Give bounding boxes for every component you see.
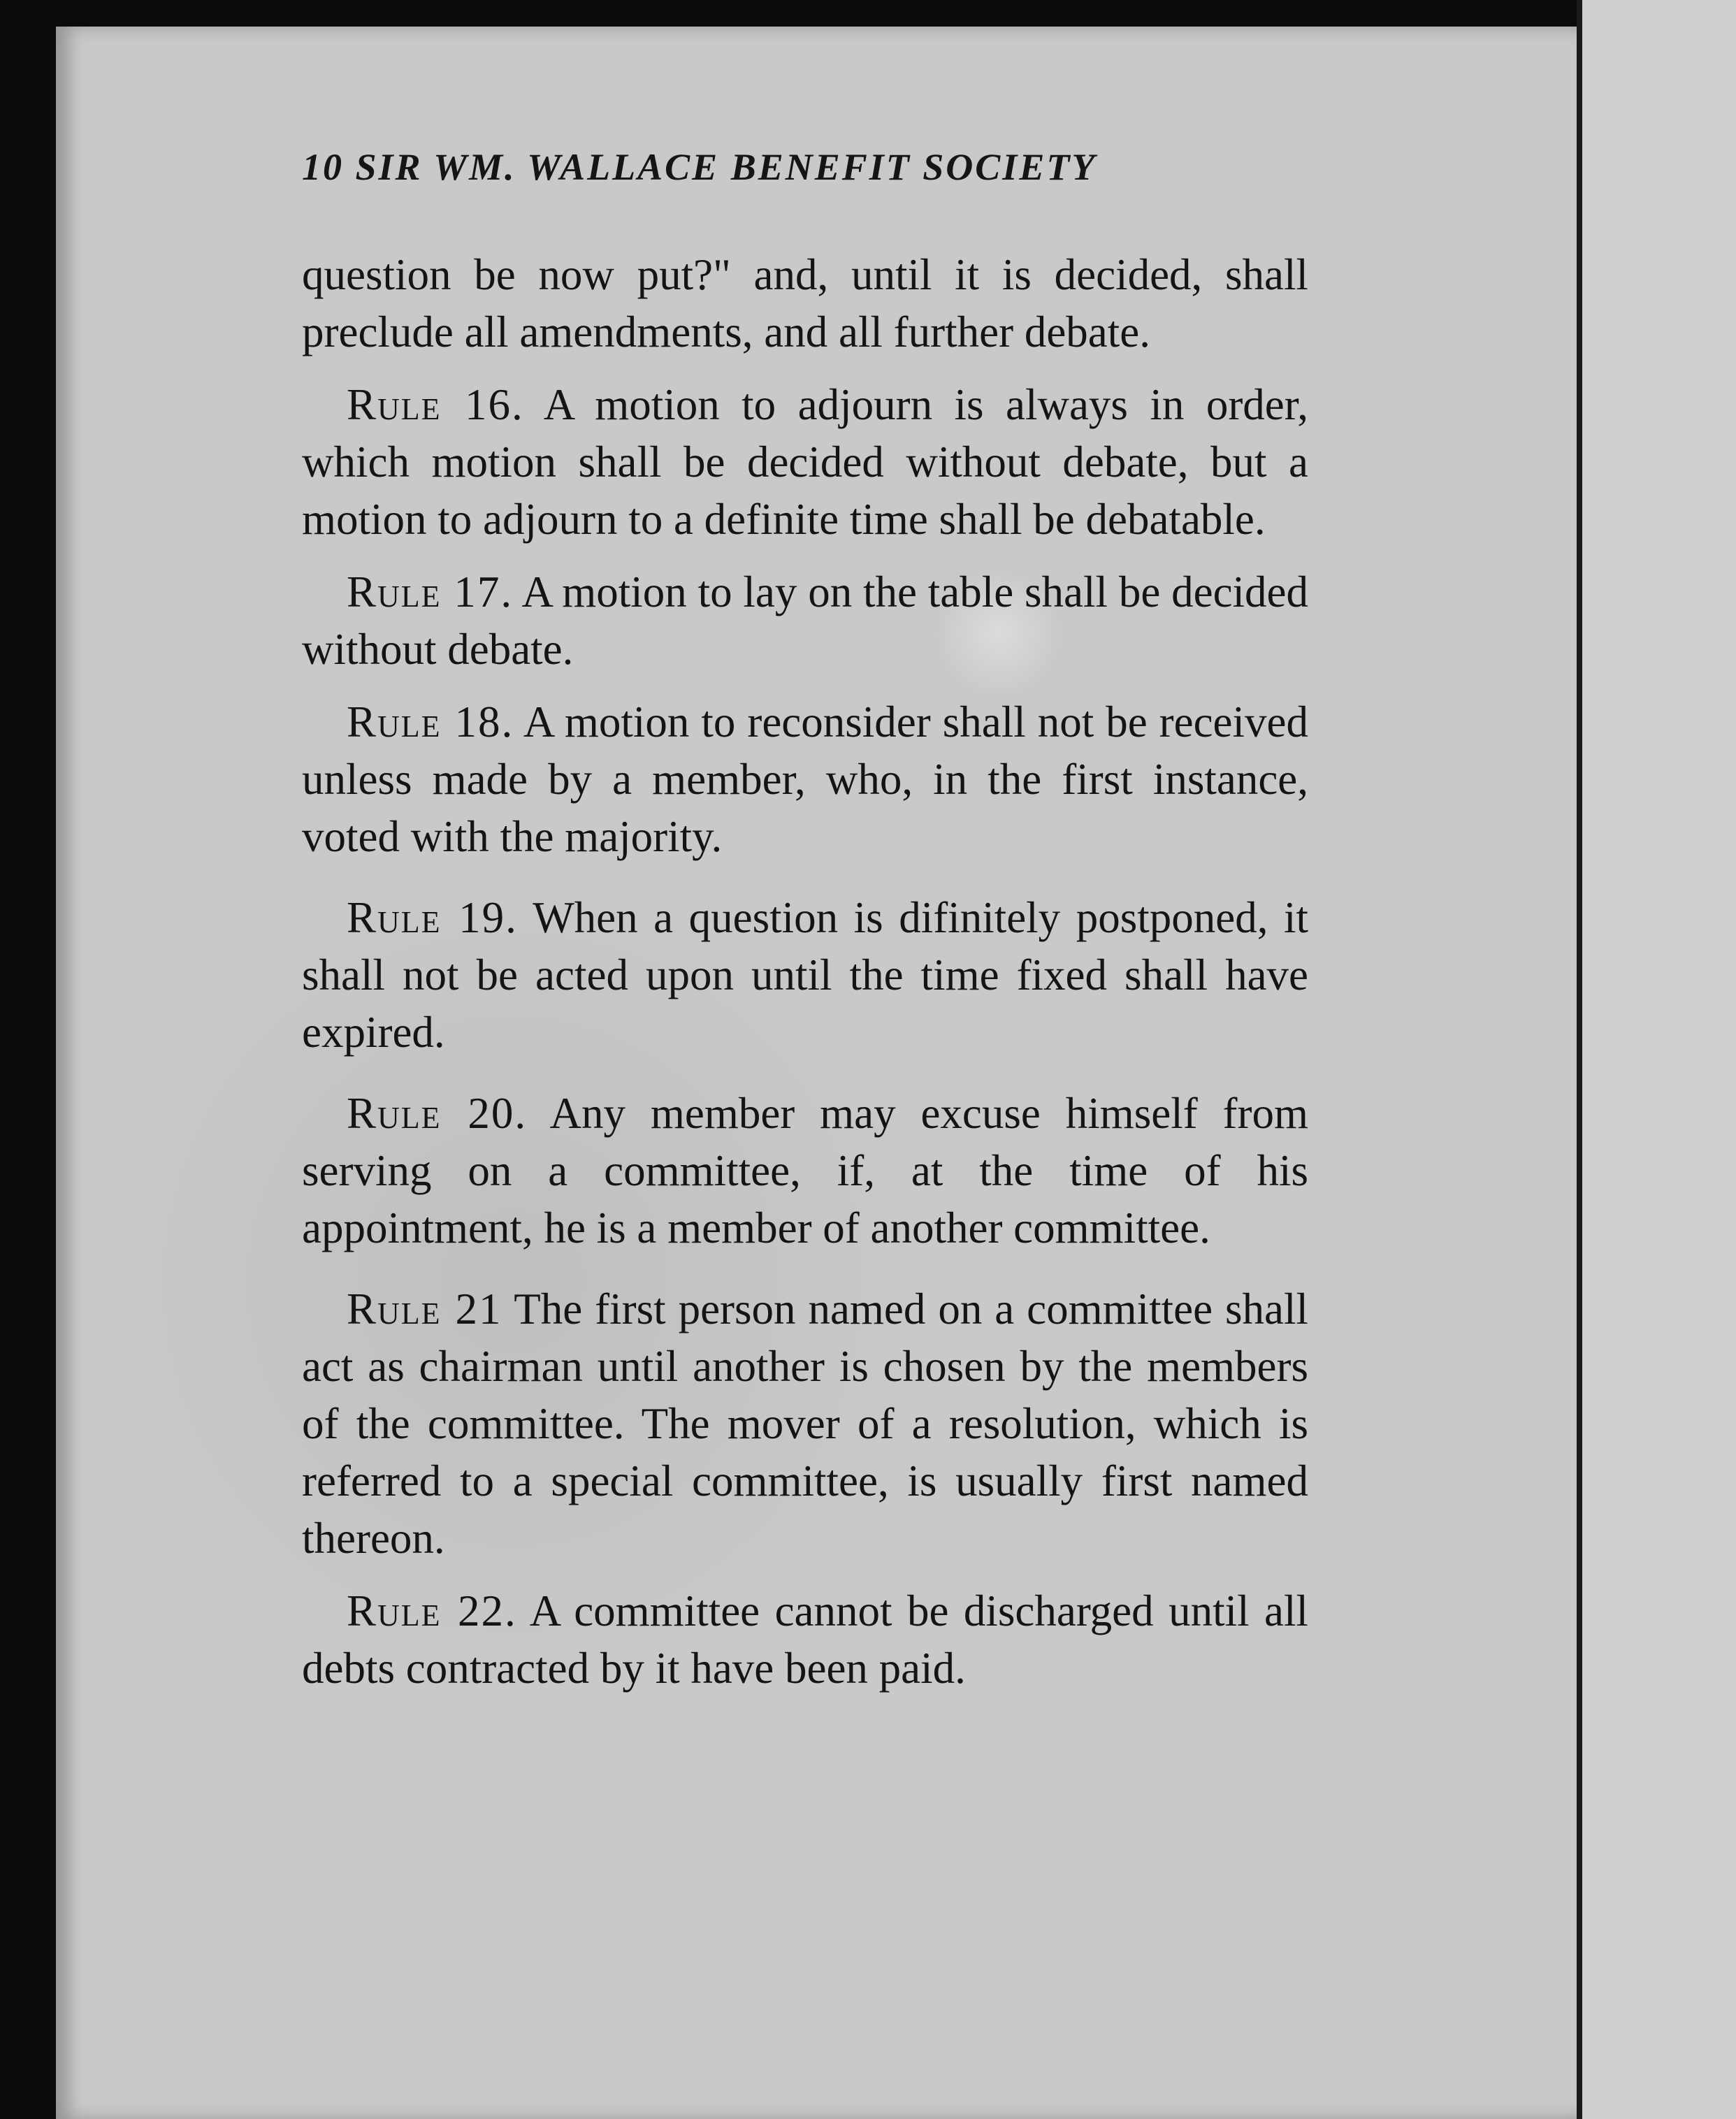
rule-16 [302, 376, 1308, 548]
rule-19 [302, 889, 1308, 1061]
rule-text: A committee cannot be discharged until all debts contracted by it have been paid. [302, 1586, 1309, 1693]
rule-label: Rule 22. [347, 1586, 517, 1635]
rule-text: When a question is difinitely postponed, it shall not be acted upon until the time fixed shall have expired. [302, 893, 1308, 1057]
rule-18 [302, 693, 1308, 865]
rule-label: Rule 20. [347, 1089, 528, 1138]
rule-text: A motion to adjourn is always in order, which motion shall be decided without debate, but a motion to adjourn to a definite time shall be debatable. [302, 380, 1308, 544]
rule-label: Rule 18. [347, 697, 514, 746]
rule-17 [302, 563, 1308, 678]
rule-label: Rule 17. [347, 567, 514, 616]
rule-text: The first person named on a committee shall act as chairman until another is chosen by the members of the committee. The mover of a resolution, which is referred to a special committee, is usually first named thereon. [302, 1285, 1308, 1563]
rule-22 [302, 1582, 1308, 1697]
rule-21 [302, 1280, 1308, 1567]
rule-label: Rule 16. [347, 380, 524, 429]
rule-label: Rule 21 [347, 1285, 502, 1333]
rule-text: A motion to lay on the table shall be decided without debate. [302, 567, 1308, 674]
rule-20 [302, 1085, 1308, 1257]
running-head: 10 SIR WM. WALLACE BENEFIT SOCIETY [302, 146, 1097, 188]
page-body [302, 246, 1308, 1712]
continuation-paragraph: question be now put?" and, until it is decided, shall preclude all amendments, and all further debate. [302, 250, 1308, 356]
adjacent-page-edge [1582, 0, 1736, 2119]
rule-text: A motion to reconsider shall not be received unless made by a member, who, in the first instance, voted with the majority. [302, 697, 1308, 861]
rule-label: Rule 19. [347, 893, 518, 942]
rule-text: Any member may excuse himself from serving on a committee, if, at the time of his appointment, he is a member of another committee. [302, 1089, 1308, 1252]
